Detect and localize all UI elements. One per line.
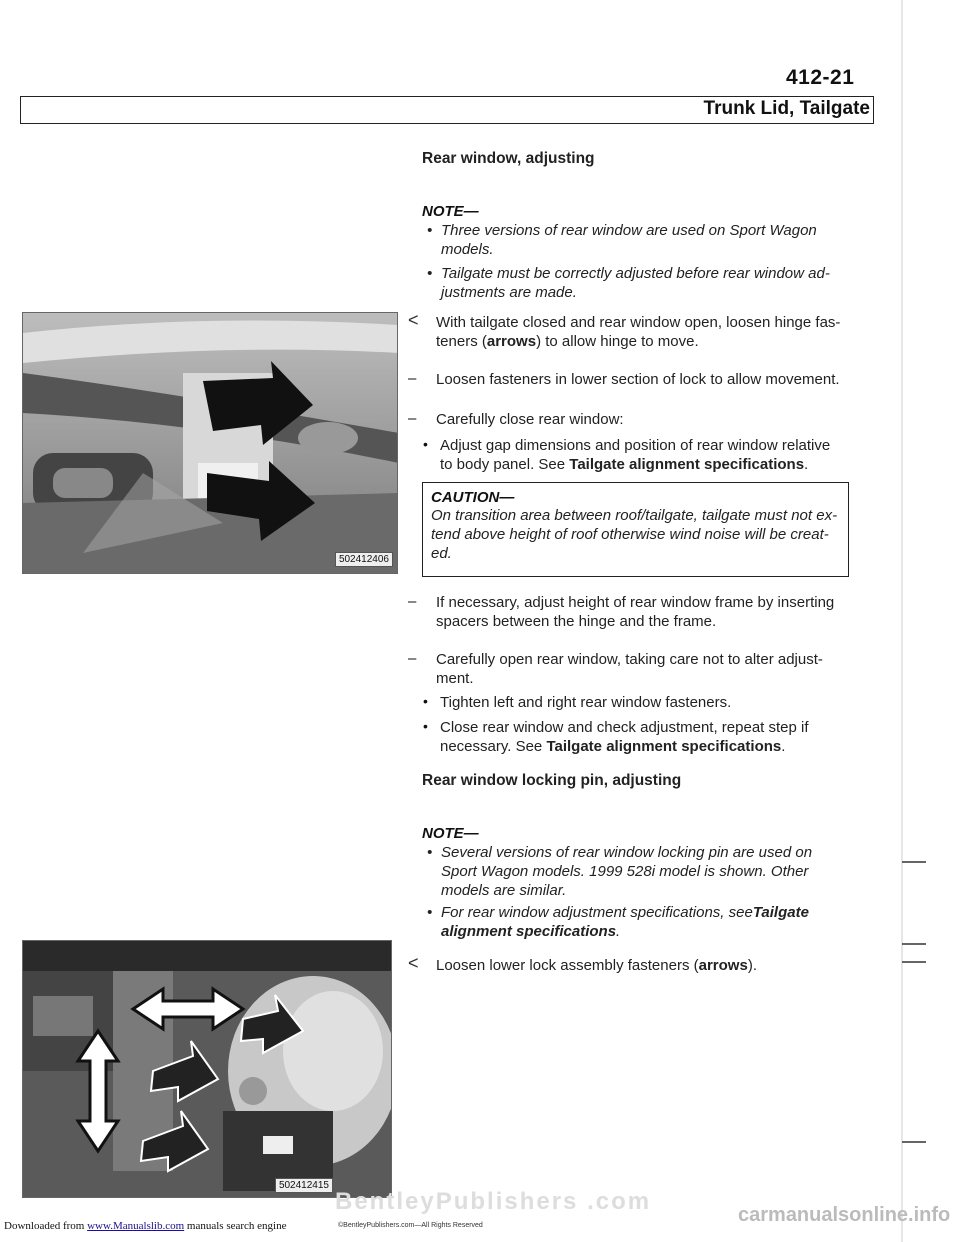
- step-loosen-hinge: With tailgate closed and rear window open, loosen hinge fas- teners (arrows) to allow hinge to move.: [436, 314, 841, 350]
- bullet-icon: •: [423, 693, 428, 709]
- bullet-icon: •: [423, 718, 428, 734]
- step-loosen-lock: Loosen fasteners in lower section of lock to allow movement.: [436, 371, 840, 388]
- watermark: BentleyPublishers .com: [335, 1188, 652, 1215]
- dash-icon: –: [408, 410, 417, 427]
- note-bullet: •: [427, 844, 433, 861]
- lock-assembly-photo: [22, 940, 392, 1198]
- step-close-window: Carefully close rear window:: [436, 411, 624, 428]
- footer-download-note: Downloaded from www.Manualslib.com manuals search engine: [4, 1220, 287, 1232]
- arrow-pointer-icon: <: [408, 310, 419, 330]
- footer-site-watermark: carmanualsonline.info: [738, 1204, 951, 1226]
- page-title: Trunk Lid, Tailgate: [703, 98, 870, 119]
- bullet-adjust-gap: Adjust gap dimensions and position of rear window relative to body panel. See Tailgate alignment specifications.: [440, 437, 831, 473]
- bullet-close-check: Close rear window and check adjustment, repeat step if necessary. See Tailgate alignment specifications.: [440, 719, 809, 755]
- caution-text: On transition area between roof/tailgate, tailgate must not ex- tend above height of roof otherwise wind noise will be creat- ed.: [431, 507, 838, 562]
- note-label: NOTE—: [422, 825, 479, 842]
- bullet-tighten: Tighten left and right rear window fasteners.: [440, 694, 732, 711]
- note-bullet: •: [427, 904, 433, 921]
- step-adjust-height: If necessary, adjust height of rear window frame by inserting spacers between the hinge and the frame.: [436, 594, 835, 630]
- margin-ticks: [894, 0, 934, 1242]
- dash-icon: –: [408, 650, 417, 667]
- hinge-photo: [22, 312, 398, 574]
- dash-icon: –: [408, 593, 417, 610]
- note-item: Tailgate must be correctly adjusted before rear window ad- justments are made.: [441, 265, 830, 301]
- note-item: For rear window adjustment specifications, seeTailgate alignment specifications.: [441, 904, 809, 940]
- arrow-pointer-icon: <: [408, 953, 419, 973]
- caution-box: [422, 482, 849, 577]
- caution-label: CAUTION—: [431, 489, 515, 506]
- section-heading-rear-window: Rear window, adjusting: [422, 150, 595, 167]
- figure-code: 502412406: [335, 552, 393, 567]
- footer-copyright: ©BentleyPublishers.com—All Rights Reserved: [338, 1222, 483, 1229]
- manualslib-link[interactable]: www.Manualslib.com: [87, 1220, 185, 1232]
- note-bullet: •: [427, 222, 433, 239]
- note-item: Three versions of rear window are used on Sport Wagon models.: [441, 222, 817, 258]
- section-heading-locking-pin: Rear window locking pin, adjusting: [422, 772, 682, 789]
- note-bullet: •: [427, 265, 433, 282]
- note-label: NOTE—: [422, 203, 479, 220]
- note-item: Several versions of rear window locking pin are used on Sport Wagon models. 1999 528i model is shown. Other models are similar.: [441, 844, 813, 899]
- step-open-window: Carefully open rear window, taking care not to alter adjust- ment.: [436, 651, 823, 687]
- bullet-icon: •: [423, 436, 428, 452]
- page-number: 412-21: [786, 66, 855, 89]
- step-loosen-lock-assembly: Loosen lower lock assembly fasteners (arrows).: [436, 957, 757, 974]
- dash-icon: –: [408, 370, 417, 387]
- figure-code: 502412415: [275, 1178, 333, 1193]
